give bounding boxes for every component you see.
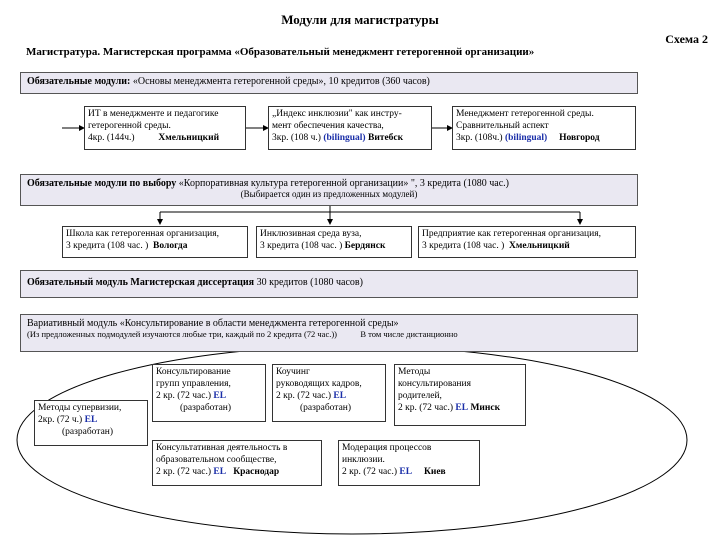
module-inclusion-index: [268, 106, 432, 150]
band2-note: (Выбирается один из предложенных модулей): [240, 189, 418, 199]
module-enterprise-credits: 3 кредита (108 час. ): [422, 241, 505, 251]
consultative-credits: 2 кр. (72 час.): [156, 467, 212, 477]
parents-line3: родителей,: [398, 391, 442, 401]
module-inclusion-city: Витебск: [367, 133, 404, 143]
groups-tag: EL: [213, 391, 227, 401]
consultative-city: Краснодар: [233, 467, 280, 477]
module-inclusion-tag: (bilingual): [323, 133, 366, 143]
supervision-extra: (разработан): [62, 427, 114, 437]
band-variative: [20, 314, 638, 352]
submodule-supervision: [34, 400, 148, 446]
submodule-coaching: [272, 364, 386, 422]
scheme-label: Схема 2: [665, 32, 708, 46]
module-enterprise: [418, 226, 636, 258]
moderation-line1: Модерация процессов: [342, 443, 432, 453]
groups-extra: (разработан): [180, 403, 232, 413]
consultative-line2: образовательном сообществе,: [156, 455, 277, 465]
module-hetero-mgmt: [452, 106, 636, 150]
module-it-credits: 4кр. (144ч.): [88, 133, 135, 143]
module-university: [256, 226, 412, 258]
coaching-line2: руководящих кадров,: [276, 379, 362, 389]
band3-text: 30 кредитов (1080 часов): [254, 277, 363, 288]
module-hetero-city: Новгород: [559, 133, 600, 143]
module-it-line1: ИТ в менеджменте и педагогике: [88, 109, 219, 119]
moderation-tag: EL: [399, 467, 413, 477]
moderation-credits: 2 кр. (72 час.): [342, 467, 398, 477]
coaching-line1: Коучинг: [276, 367, 310, 377]
groups-line1: Консультирование: [156, 367, 231, 377]
band4-note1: (Из предложенных подмодулей изучаются любые три, каждый по 2 кредита (72 час.)): [27, 329, 338, 339]
program-title: Магистратура. Магистерская программа «Образовательный менеджмент гетерогенной организации»: [26, 46, 535, 58]
supervision-credits: 2кр. (72 ч.): [38, 415, 83, 425]
band1-text: «Основы менеджмента гетерогенной среды», 10 кредитов (360 часов): [130, 76, 430, 87]
module-hetero-tag: (bilingual): [504, 133, 548, 143]
module-hetero-credits: 3кр. (108ч.): [456, 133, 503, 143]
module-it-line2: гетерогенной среды.: [88, 121, 171, 131]
page-title: Модули для магистратуры: [281, 12, 439, 27]
module-school-city: Вологда: [153, 241, 188, 251]
parents-tag: EL: [455, 403, 469, 413]
module-university-credits: 3 кредита (108 час. ): [260, 241, 343, 251]
groups-line2: групп управления,: [156, 379, 231, 389]
groups-credits: 2 кр. (72 час.): [156, 391, 212, 401]
consultative-tag: EL: [213, 467, 227, 477]
module-university-city: Бердянск: [344, 241, 386, 251]
band4-note2: В том числе дистанционно: [360, 329, 458, 339]
supervision-line1: Методы супервизии,: [38, 403, 122, 413]
submodule-parents: [394, 364, 526, 426]
parents-line1: Методы: [398, 367, 431, 377]
moderation-line2: инклюзии.: [342, 455, 385, 465]
band2-prefix: Обязательные модули по выбору: [27, 178, 177, 189]
module-hetero-line1: Менеджмент гетерогенной среды.: [456, 109, 594, 119]
coaching-extra: (разработан): [300, 403, 352, 413]
module-school: [62, 226, 248, 258]
band4-text: Вариативный модуль «Консультирование в области менеджмента гетерогенной среды»: [27, 318, 399, 329]
parents-credits: 2 кр. (72 час.): [398, 403, 454, 413]
band-elective-modules: [20, 174, 638, 206]
module-enterprise-city: Хмельницкий: [509, 241, 570, 251]
module-it-city: Хмельницкий: [158, 133, 220, 143]
module-inclusion-credits: 3кр. (108 ч.): [272, 133, 321, 143]
submodule-management-groups: [152, 364, 266, 422]
module-hetero-line2: Сравнительный аспект: [456, 121, 549, 131]
module-school-line1: Школа как гетерогенная организация,: [66, 229, 219, 239]
band-dissertation: [20, 270, 638, 298]
band1-prefix: Обязательные модули:: [27, 76, 131, 87]
parents-city: Минск: [470, 403, 501, 413]
parents-line2: консультирования: [398, 379, 471, 389]
band2-text: «Корпоративная культура гетерогенной организации» ", 3 кредита (1080 час.): [176, 178, 510, 189]
band3-prefix: Обязательный модуль Магистерская диссертация: [27, 277, 255, 288]
band-mandatory-modules: [20, 72, 638, 94]
submodule-consultative: [152, 440, 322, 486]
supervision-tag: EL: [84, 415, 98, 425]
coaching-credits: 2 кр. (72 час.): [276, 391, 332, 401]
module-enterprise-line1: Предприятие как гетерогенная организация,: [422, 229, 601, 239]
submodule-moderation: [338, 440, 480, 486]
module-inclusion-line1: „Индекс инклюзии" как инстру-: [272, 109, 402, 119]
coaching-tag: EL: [333, 391, 347, 401]
module-it: [84, 106, 246, 150]
moderation-city: Киев: [423, 467, 446, 477]
module-university-line1: Инклюзивная среда вуза,: [260, 229, 362, 239]
module-school-credits: 3 кредита (108 час. ): [66, 241, 149, 251]
consultative-line1: Консультативная деятельность в: [156, 443, 288, 453]
module-inclusion-line2: мент обеспечения качества,: [272, 121, 384, 131]
